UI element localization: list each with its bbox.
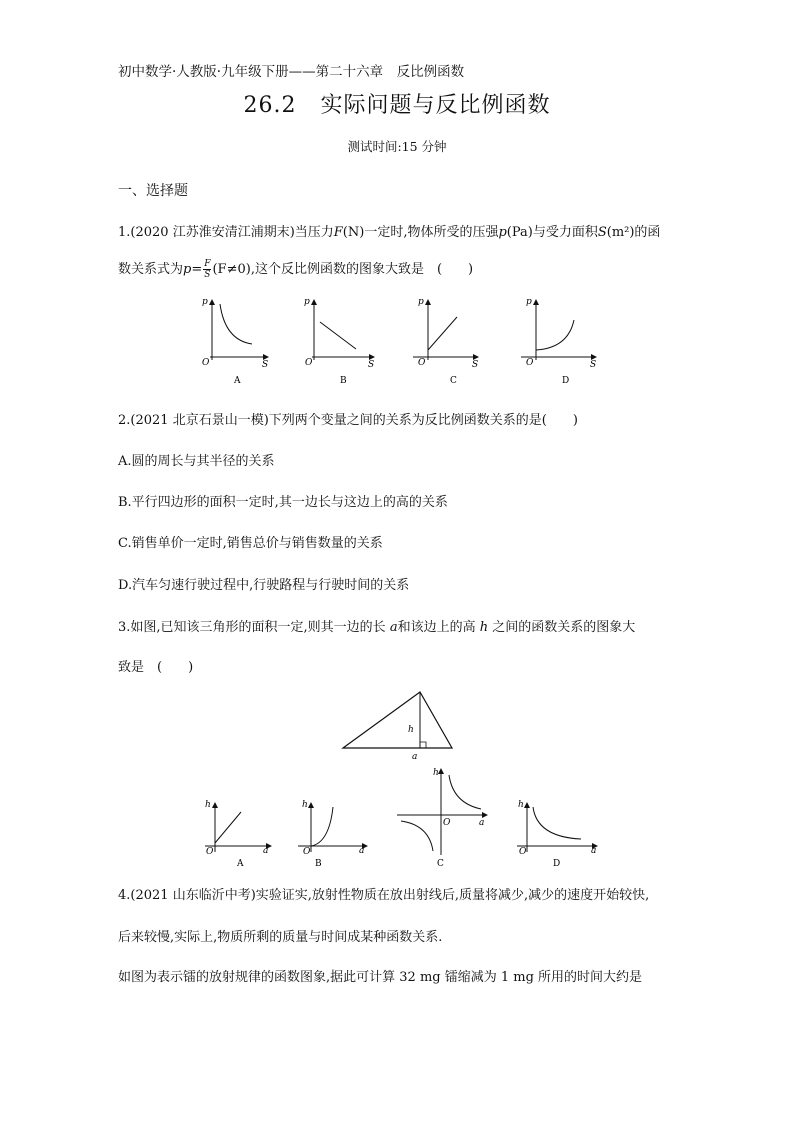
svg-text:C: C	[437, 859, 444, 869]
svg-text:a: a	[479, 818, 485, 828]
svg-text:p: p	[304, 297, 310, 307]
q3-graph-b[interactable]	[298, 800, 367, 869]
q2-option-d[interactable]: D.汽车匀速行驶过程中,行驶路程与行驶时间的关系	[118, 578, 410, 593]
doc-header: 初中数学·人教版·九年级下册——第二十六章 反比例函数	[118, 64, 465, 80]
svg-text:C: C	[450, 376, 457, 386]
test-time: 测试时间:15 分钟	[347, 139, 447, 154]
svg-text:h: h	[433, 768, 439, 778]
svg-text:A: A	[237, 859, 244, 869]
svg-text:h: h	[302, 800, 308, 810]
q1-graph-d[interactable]	[521, 297, 596, 386]
svg-text:p: p	[418, 297, 424, 307]
svg-text:O: O	[443, 818, 451, 828]
svg-text:S: S	[368, 360, 375, 370]
svg-text:p: p	[202, 297, 208, 307]
svg-text:O: O	[303, 847, 311, 857]
q1-line2: 数关系式为p= $\frac{F}{S}$ (F≠0),这个反比例函数的图象大致是 ( )	[118, 259, 474, 280]
svg-text:S: S	[472, 360, 479, 370]
page-title	[0, 88, 794, 119]
svg-text:h: h	[518, 800, 524, 810]
q3-graph-d[interactable]	[517, 800, 597, 869]
svg-text:O: O	[305, 358, 313, 368]
svg-text:a: a	[591, 846, 597, 856]
q1-line1: 1.(2020 江苏淮安清江浦期末)当压力F(N)一定时,物体所受的压强p(Pa)与受力面积S(m²)的函	[118, 225, 661, 240]
q2-option-c[interactable]: C.销售单价一定时,销售总价与销售数量的关系	[118, 536, 383, 551]
q2-option-a[interactable]: A.圆的周长与其半径的关系	[118, 454, 275, 469]
svg-text:B: B	[315, 859, 322, 869]
q3-graph-a[interactable]	[205, 800, 271, 869]
svg-text:D: D	[562, 376, 570, 386]
svg-text:O: O	[526, 358, 534, 368]
svg-text:B: B	[340, 376, 347, 386]
q3-line1: 3.如图,已知该三角形的面积一定,则其一边的长 a和该边上的高 h 之间的函数关系的图象大	[118, 620, 636, 635]
q1-graph-a[interactable]	[202, 297, 268, 386]
svg-text:a: a	[359, 846, 365, 856]
q4-line2: 后来较慢,实际上,物质所剩的质量与时间成某种函数关系.	[118, 930, 443, 945]
svg-text:O: O	[519, 847, 527, 857]
svg-text:O: O	[202, 358, 210, 368]
svg-text:O: O	[418, 358, 426, 368]
q2-option-b[interactable]: B.平行四边形的面积一定时,其一边长与这边上的高的关系	[118, 495, 448, 510]
title-text: 实际问题与反比例函数	[320, 93, 551, 118]
formula-fraction: $\frac{F}{S}$	[204, 259, 211, 280]
svg-text:a: a	[412, 752, 418, 762]
svg-text:O: O	[206, 847, 214, 857]
q3-graph-c[interactable]	[397, 768, 487, 869]
title-number: 26.2	[243, 93, 297, 118]
svg-text:h: h	[205, 800, 211, 810]
svg-text:A: A	[234, 376, 241, 386]
svg-text:h: h	[408, 725, 414, 735]
q1-graph-b[interactable]	[304, 297, 374, 386]
svg-text:p: p	[526, 297, 532, 307]
q3-graph-options	[195, 765, 615, 870]
q1-graph-c[interactable]	[413, 297, 478, 386]
svg-text:S: S	[262, 360, 269, 370]
svg-text:D: D	[553, 859, 561, 869]
q2-stem: 2.(2021 北京石景山一模)下列两个变量之间的关系为反比例函数关系的是( )	[118, 413, 578, 428]
q1-graph-options	[190, 292, 610, 392]
q3-triangle-figure	[340, 688, 460, 763]
svg-text:S: S	[590, 360, 597, 370]
q3-line2: 致是 ( )	[118, 660, 194, 675]
q4-line1: 4.(2021 山东临沂中考)实验证实,放射性物质在放出射线后,质量将减少,减少的速度开始较快,	[118, 888, 650, 903]
q4-line3: 如图为表示镭的放射规律的函数图象,据此可计算 32 mg 镭缩减为 1 mg 所用的时间大约是	[118, 970, 643, 985]
svg-text:a: a	[263, 846, 269, 856]
section-heading: 一、选择题	[118, 183, 188, 199]
